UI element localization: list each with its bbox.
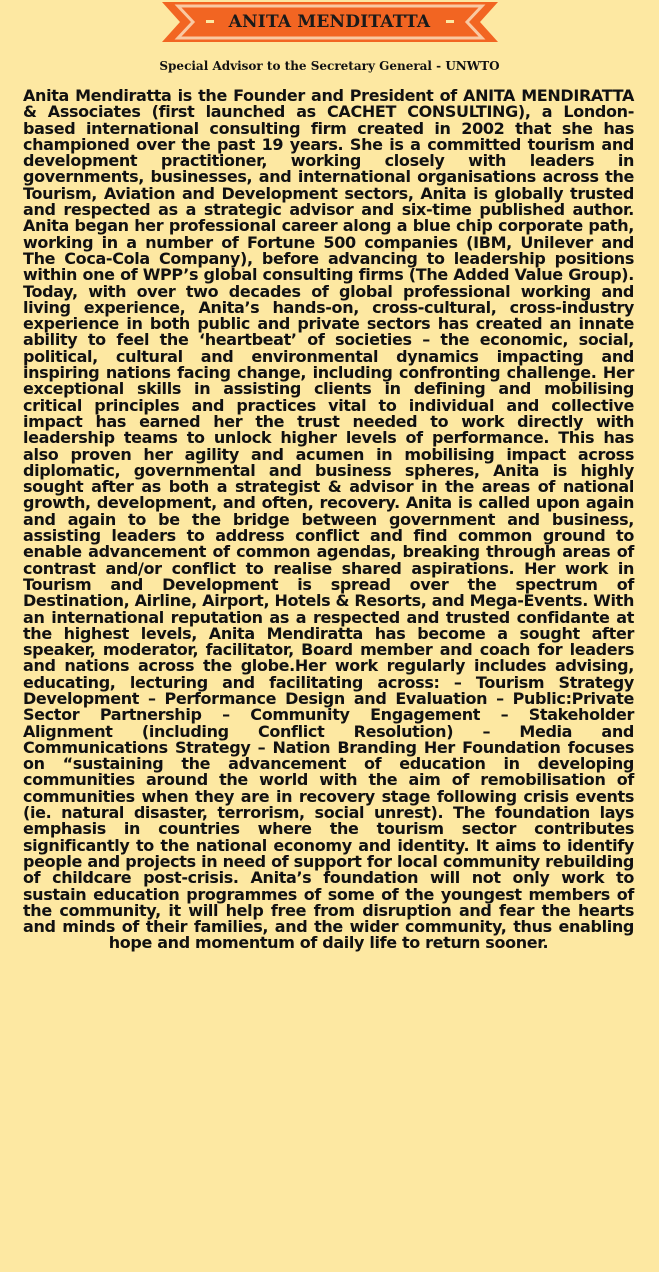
name-banner xyxy=(162,2,498,42)
person-name: ANITA MENDITATTA xyxy=(228,12,431,32)
biography-text: Anita Mendiratta is the Founder and President of ANITA MENDIRATTA & Associates (first launched as CACHET CONSULTING), a London-based international consulting firm created in 2002 that she has championed over the past 19 years. She is a committed tourism and development practitioner, working closely with leaders in governments, businesses, and international organisations across the Tourism, Aviation and Development sectors, Anita is globally trusted and respected as a strategic advisor and six-time published author. Anita began her professional career along a blue chip corporate path, working in a number of Fortune 500 companies (IBM, Unilever and The Coca-Cola Company), before advancing to leadership positions within one of WPP’s global consulting firms (The Added Value Group). Today, with over two decades of global professional working and living experience, Anita’s hands-on, cross-cultural, cross-industry experience in both public and private sectors has created an innate ability to feel the ‘heartbeat’ of societies – the economic, social, political, cultural and environmental dynamics impacting and inspiring nations facing change, including confronting challenge. Her exceptional skills in assisting clients in defining and mobilising critical principles and practices vital to individual and collective impact has earned her the trust needed to work directly with leadership teams to unlock higher levels of performance. This has also proven her agility and acumen in mobilising impact across diplomatic, governmental and business spheres, Anita is highly sought after as both a strategist & advisor in the areas of national growth, development, and often, recovery. Anita is called upon again and again to be the bridge between government and business, assisting leaders to address conflict and find common ground to enable advancement of common agendas, breaking through areas of contrast and/or conflict to realise shared aspirations. Her work in Tourism and Development is spread over the spectrum of Destination, Airline, Airport, Hotels & Resorts, and Mega-Events. With an international reputation as a respected and trusted confidante at the highest levels, Anita Mendiratta has become a sought after speaker, moderator, facilitator, Board member and coach for leaders and nations across the globe.Her work regularly includes advising, educating, lecturing and facilitating across: – Tourism Strategy Development – Performance Design and Evaluation – Public:Private Sector Partnership – Community Engagement – Stakeholder Alignment (including Conflict Resolution) – Media and Communications Strategy – Nation Branding Her Foundation focuses on “sustaining the advancement of education in developing communities around the world with the aim of remobilisation of communities when they are in recovery stage following crisis events (ie. natural disaster, terrorism, social unrest). The foundation lays emphasis in countries where the tourism sector contributes significantly to the national economy and identity. It aims to identify people and projects in need of support for local community rebuilding of childcare post-crisis. Anita’s foundation will not only work to sustain education programmes of some of the youngest members of the community, it will help free from disruption and fear the hearts and minds of their families, and the wider community, thus enabling hope and momentum of daily life to return sooner. xyxy=(23,86,634,953)
name-banner-container xyxy=(0,2,659,42)
person-position: Special Advisor to the Secretary General - UNWTO xyxy=(159,59,500,73)
